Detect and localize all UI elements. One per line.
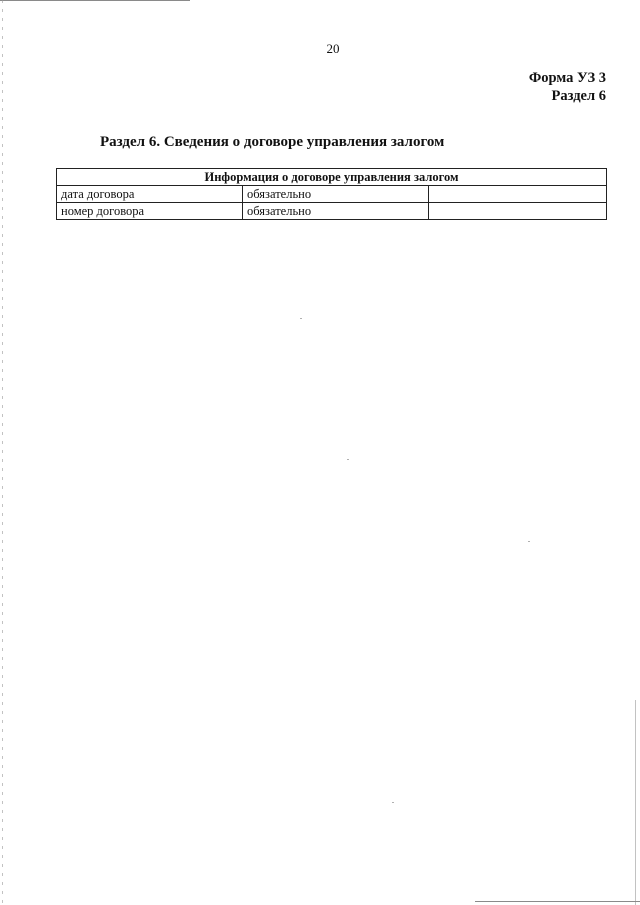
scan-speck (347, 459, 349, 460)
scan-edge-top (0, 0, 190, 1)
field-name-cell: дата договора (57, 186, 243, 203)
table-row (57, 186, 607, 203)
table-header-row (57, 169, 607, 186)
field-name-cell: номер договора (57, 203, 243, 220)
contract-info-table (56, 168, 607, 220)
page-number: 20 (326, 41, 340, 56)
scan-speck (528, 541, 530, 542)
section-title: Раздел 6. Сведения о договоре управления залогом (100, 134, 445, 150)
scan-speck (300, 318, 302, 319)
scan-edge-right (635, 700, 636, 905)
value-cell (429, 186, 607, 203)
form-header (529, 69, 606, 105)
scan-edge-left (2, 0, 3, 905)
requirement-cell: обязательно (243, 186, 429, 203)
requirement-cell: обязательно (243, 203, 429, 220)
scan-speck (392, 802, 394, 803)
value-cell (429, 203, 607, 220)
scan-edge-bottom (475, 901, 640, 902)
form-label: Форма УЗ 3 (528, 70, 606, 86)
section-label: Раздел 6 (551, 88, 606, 104)
table-row (57, 203, 607, 220)
table-header: Информация о договоре управления залогом (57, 169, 607, 186)
